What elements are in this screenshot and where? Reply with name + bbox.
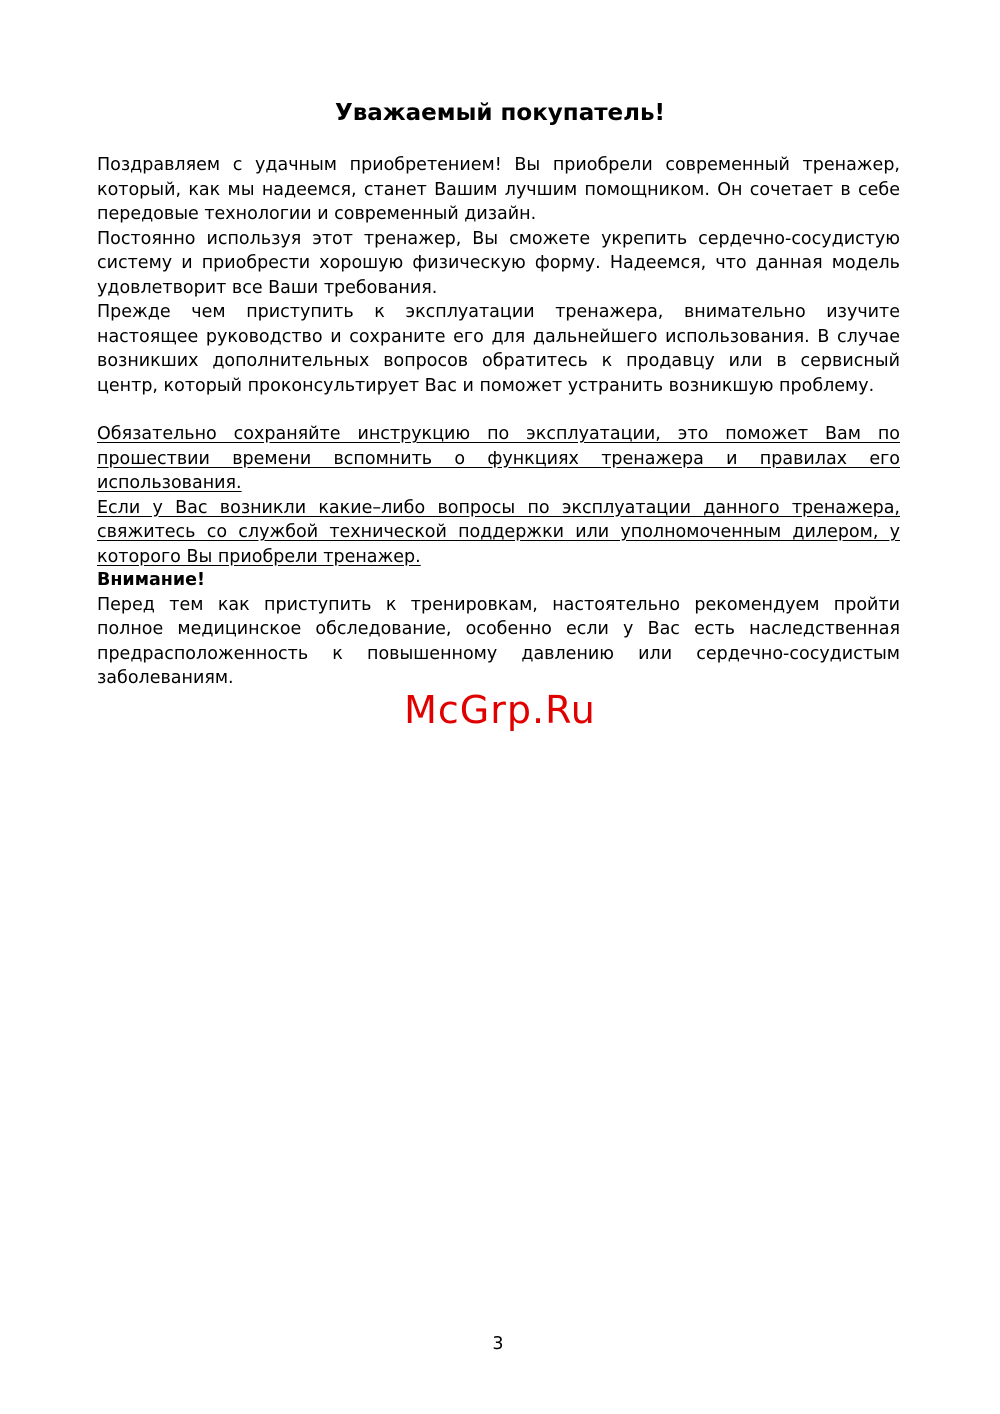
notice-paragraph-support: Если у Вас возникли какие–либо вопросы по эксплуатации данного тренажера, свяжитесь со службой технической поддержки или уполномоченным дилером, у которого Вы приобрели тренажер. bbox=[97, 497, 900, 567]
page-title: Уважаемый покупатель! bbox=[334, 100, 666, 126]
intro-paragraph-congratulations: Поздравляем с удачным приобретением! Вы приобрели современный тренажер, который, как мы надеемся, станет Вашим лучшим помощником. Он сочетает в себе передовые технологии и современный дизайн. bbox=[97, 155, 900, 224]
warning-heading: Внимание! bbox=[97, 570, 206, 590]
intro-paragraph-usage: Постоянно используя этот тренажер, Вы сможете укрепить сердечно-сосудистую систему и приобрести хорошую физическую форму. Надеемся, что данная модель удовлетворит все Ваши требования. bbox=[97, 228, 900, 298]
page-number: 3 bbox=[492, 1334, 504, 1354]
intro-paragraph-manual: Прежде чем приступить к эксплуатации тренажера, внимательно изучите настоящее руководство и сохраните его для дальнейшего использования. В случае возникших дополнительных вопросов обратитесь к продавцу или в сервисный центр, который проконсультирует Вас и поможет устранить возникшую проблему. bbox=[97, 302, 900, 396]
warning-text: Перед тем как приступить к тренировкам, настоятельно рекомендуем пройти полное медицинское обследование, особенно если у Вас есть наследственная предрасположенность к повышенному давлению или сердечно-сосудистым заболеваниям. bbox=[97, 594, 900, 688]
notice-paragraph-keep-manual: Обязательно сохраняйте инструкцию по эксплуатации, это поможет Вам по прошествии времени вспомнить о функциях тренажера и правилах его использования. bbox=[97, 424, 900, 493]
warning-section bbox=[97, 568, 900, 691]
watermark-logo: McGrp.Ru bbox=[404, 688, 596, 732]
intro-section bbox=[97, 153, 900, 398]
notice-section bbox=[97, 422, 900, 569]
